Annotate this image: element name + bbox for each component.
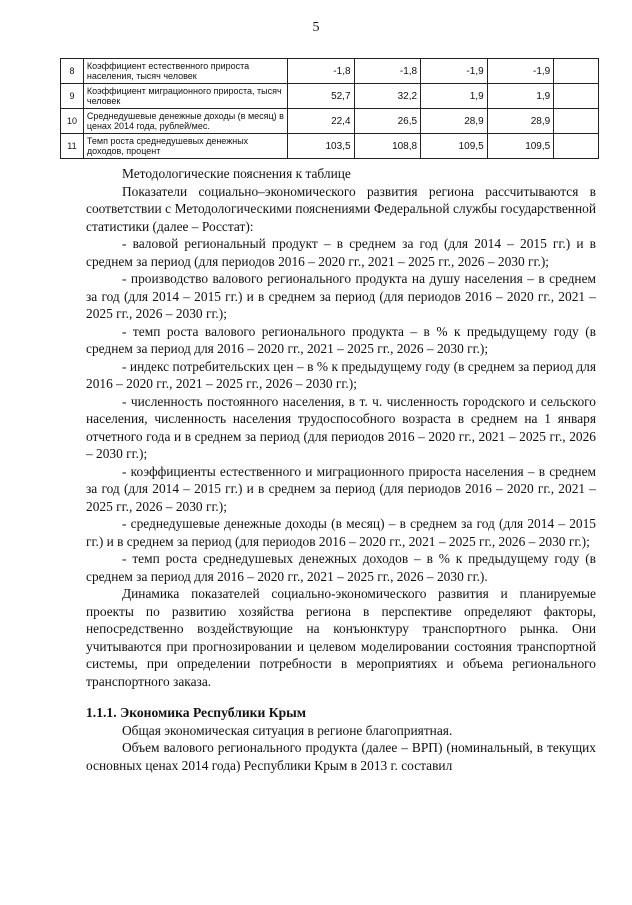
value-cell: 28,9 (487, 109, 554, 134)
list-item: - темп роста среднедушевых денежных доходов – в % к предыдущему году (в среднем за период для 2016 – 2020 гг., 2021 – 2025 гг., 2026 – 2030 гг.). (86, 551, 596, 584)
page-number: 5 (312, 20, 320, 35)
table-notes-heading: Методологические пояснения к таблице (122, 166, 351, 181)
section-heading: 1.1.1. Экономика Республики Крым (86, 705, 307, 720)
table-row (61, 109, 599, 134)
value-cell: 22,4 (287, 109, 354, 134)
table-row (61, 134, 599, 159)
value-cell: 108,8 (354, 134, 421, 159)
paragraph: Общая экономическая ситуация в регионе благоприятная. (122, 722, 453, 738)
list-item: - коэффициенты естественного и миграционного прироста населения – в среднем за год (для 2014 – 2015 гг.) и в среднем за период (для периодов 2016 – 2020 гг., 2021 – 2025 гг., 2026 – 2030 гг.); (86, 463, 596, 514)
paragraph: Объем валового регионального продукта (далее – ВРП) (номинальный, в текущих основных ценах 2014 года) Республики Крым в 2013 г. составил (86, 740, 596, 773)
empty-cell (554, 59, 599, 84)
row-number: 9 (61, 84, 84, 109)
value-cell: 52,7 (287, 84, 354, 109)
indicator-name: Темп роста среднедушевых денежных доходов, процент (83, 134, 287, 159)
list-item: - индекс потребительских цен – в % к предыдущему году (в среднем за период для 2016 – 2020 гг., 2021 – 2025 гг., 2026 – 2030 гг.); (86, 358, 596, 391)
paragraph: Показатели социально–экономического развития региона рассчитываются в соответствии с Методологическими пояснениями Федеральной службы государственной статистики (далее – Росстат): (86, 183, 596, 234)
value-cell: 109,5 (487, 134, 554, 159)
value-cell: 1,9 (487, 84, 554, 109)
indicator-name: Коэффициент миграционного прироста, тысяч человек (83, 84, 287, 109)
empty-cell (554, 134, 599, 159)
list-item: - валовой региональный продукт – в среднем за год (для 2014 – 2015 гг.) и в среднем за период (для периодов 2016 – 2020 гг., 2021 – 2025 гг., 2026 – 2030 гг.); (86, 236, 596, 269)
paragraph: Динамика показателей социально-экономического развития и планируемые проекты по развитию хозяйства региона в перспективе определяют факторы, непосредственно воздействующие на конъюнктуру транспортного рынка. Они учитываются при прогнозировании и целевом моделировании состояния транспортной системы, при определении потребности в мероприятиях и объема регионального транспортного заказа. (86, 586, 596, 689)
list-item: - производство валового регионального продукта на душу населения – в среднем за год (для 2014 – 2015 гг.) и в среднем за период (для периодов 2016 – 2020 гг., 2021 – 2025 гг., 2026 – 2030 гг.); (86, 271, 596, 321)
indicator-name: Коэффициент естественного прироста населения, тысяч человек (83, 59, 287, 84)
value-cell: 103,5 (287, 134, 354, 159)
list-item: - среднедушевые денежные доходы (в месяц) – в среднем за год (для 2014 – 2015 гг.) и в среднем за период (для периодов 2016 – 2020 гг., 2021 – 2025 гг., 2026 – 2030 гг.); (86, 516, 596, 549)
list-item: - численность постоянного населения, в т. ч. численность городского и сельского населения, численность населения трудоспособного возраста в среднем на 1 января отчетного года и в среднем за период (для периодов 2016 – 2020 гг., 2021 – 2025 гг., 2026 – 2030 гг.); (86, 393, 596, 461)
value-cell: 109,5 (421, 134, 488, 159)
indicators-table (60, 58, 599, 159)
empty-cell (554, 84, 599, 109)
list-item: - темп роста валового регионального продукта – в % к предыдущему году (в среднем за период для 2016 – 2020 гг., 2021 – 2025 гг., 2026 – 2030 гг.); (86, 323, 596, 356)
value-cell: -1,8 (287, 59, 354, 84)
row-number: 8 (61, 59, 84, 84)
table-row (61, 84, 599, 109)
value-cell: -1,9 (421, 59, 488, 84)
empty-cell (554, 109, 599, 134)
document-body (88, 165, 598, 774)
value-cell: 26,5 (354, 109, 421, 134)
value-cell: -1,8 (354, 59, 421, 84)
table-row (61, 59, 599, 84)
indicator-name: Среднедушевые денежные доходы (в месяц) в ценах 2014 года, рублей/мес. (83, 109, 287, 134)
value-cell: -1,9 (487, 59, 554, 84)
value-cell: 1,9 (421, 84, 488, 109)
value-cell: 28,9 (421, 109, 488, 134)
row-number: 11 (61, 134, 84, 159)
value-cell: 32,2 (354, 84, 421, 109)
row-number: 10 (61, 109, 84, 134)
